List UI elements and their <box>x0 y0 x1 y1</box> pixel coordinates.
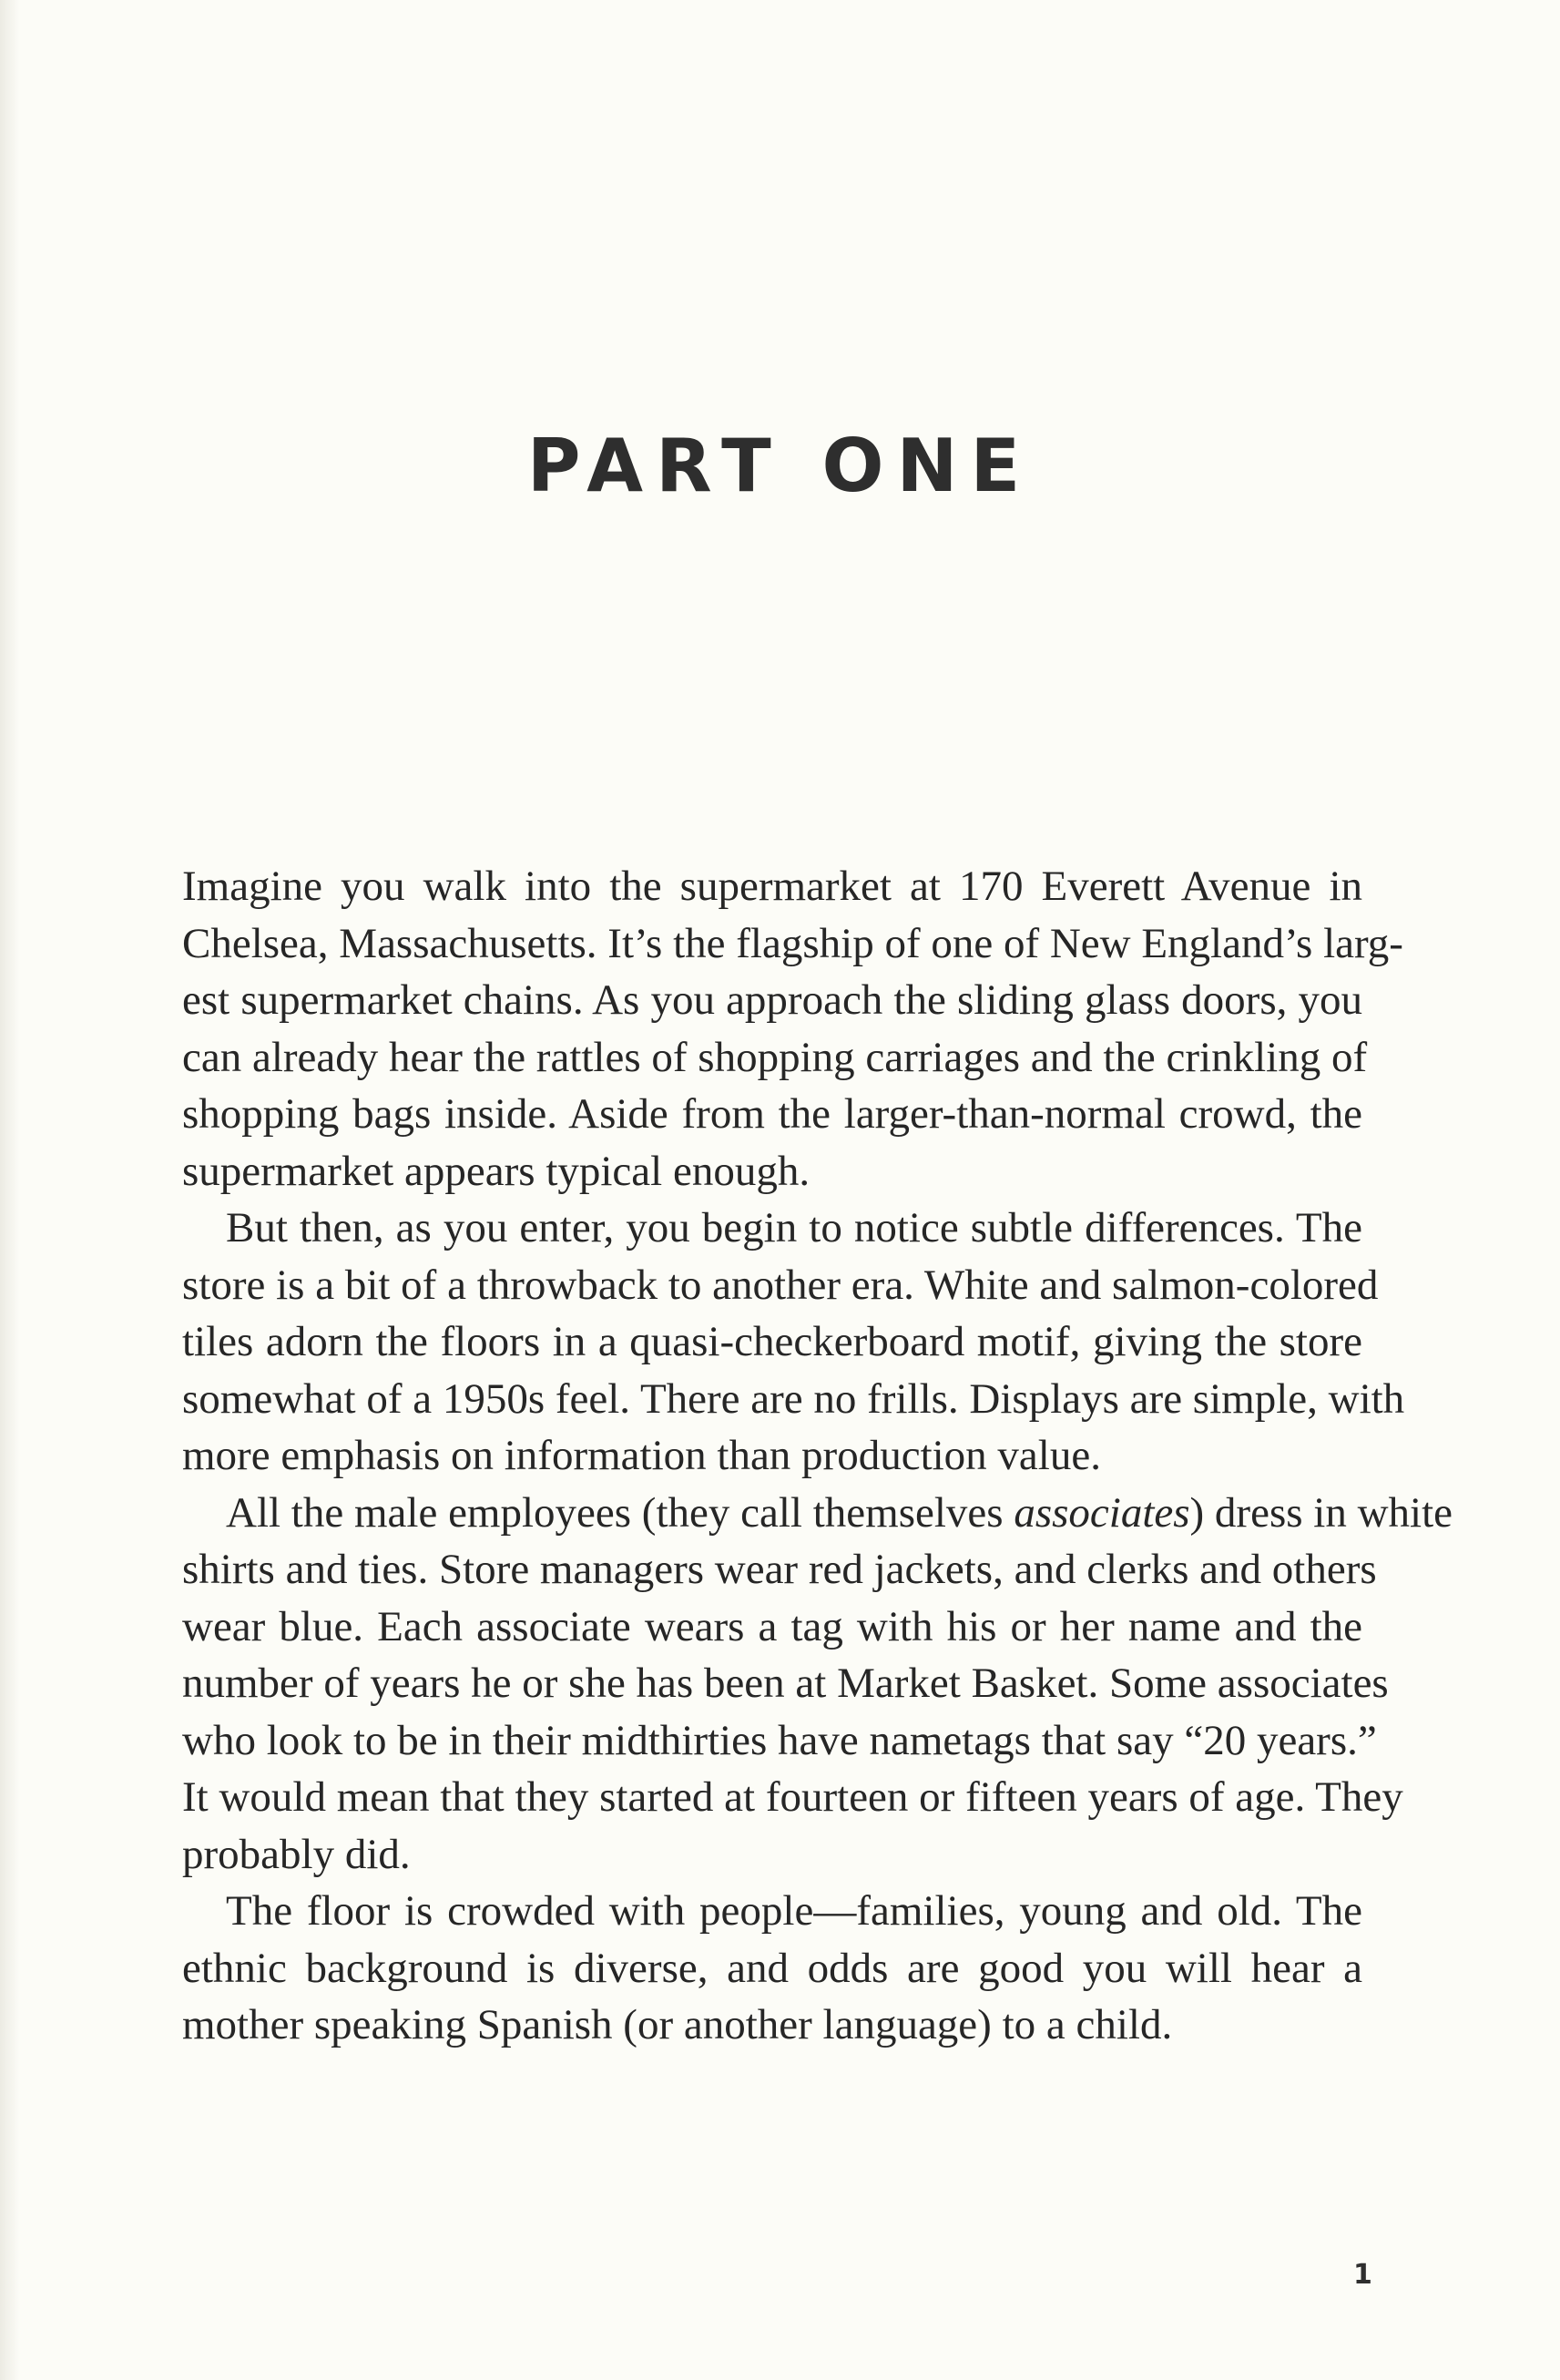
text-line: more emphasis on information than production value. <box>182 1432 1101 1479</box>
text-line: Imagine you walk into the supermarket at 170 Everett Avenue in <box>182 863 1362 910</box>
text-segment: All the male employees (they call themselves <box>226 1488 1015 1537</box>
text-line: est supermarket chains. As you approach the sliding glass doors, you <box>182 976 1362 1024</box>
text-line: It would mean that they started at fourteen or fifteen years of age. They <box>182 1773 1403 1821</box>
text-line: probably did. <box>182 1830 411 1878</box>
text-line: somewhat of a 1950s feel. There are no frills. Displays are simple, with <box>182 1374 1405 1423</box>
text-line: mother speaking Spanish (or another language) to a child. <box>182 2001 1173 2048</box>
text-line: wear blue. Each associate wears a tag with his or her name and the <box>182 1602 1362 1650</box>
text-line: can already hear the rattles of shopping carriages and the crinkling of <box>182 1033 1368 1081</box>
text-line: But then, as you enter, you begin to notice subtle differences. The <box>226 1204 1362 1251</box>
text-line: supermarket appears typical enough. <box>182 1147 811 1195</box>
text-line: who look to be in their midthirties have nametags that say “20 years.” <box>182 1716 1377 1764</box>
text-line: shopping bags inside. Aside from the larger-than-normal crowd, the <box>182 1090 1362 1138</box>
text-line: ethnic background is diverse, and odds are good you will hear a <box>182 1944 1362 1992</box>
text-line: number of years he or she has been at Market Basket. Some associates <box>182 1660 1389 1707</box>
page-edge-shadow <box>0 0 20 2380</box>
part-title: PART ONE <box>526 424 1034 508</box>
text-line: shirts and ties. Store managers wear red jackets, and clerks and others <box>182 1546 1377 1593</box>
text-line: store is a bit of a throwback to another era. White and salmon-colored <box>182 1261 1379 1309</box>
page-number: 1 <box>1353 2259 1372 2291</box>
text-segment: ) dress in white <box>1189 1488 1453 1537</box>
text-line: The floor is crowded with people—families, young and old. The <box>226 1887 1362 1935</box>
italic-term: associates <box>1014 1488 1190 1537</box>
text-line: tiles adorn the floors in a quasi-checkerboard motif, giving the store <box>182 1318 1362 1365</box>
text-line: Chelsea, Massachusetts. It’s the flagship of one of New England’s larg- <box>182 919 1403 967</box>
text-line <box>182 1485 1453 1542</box>
body-text <box>182 858 1453 2054</box>
